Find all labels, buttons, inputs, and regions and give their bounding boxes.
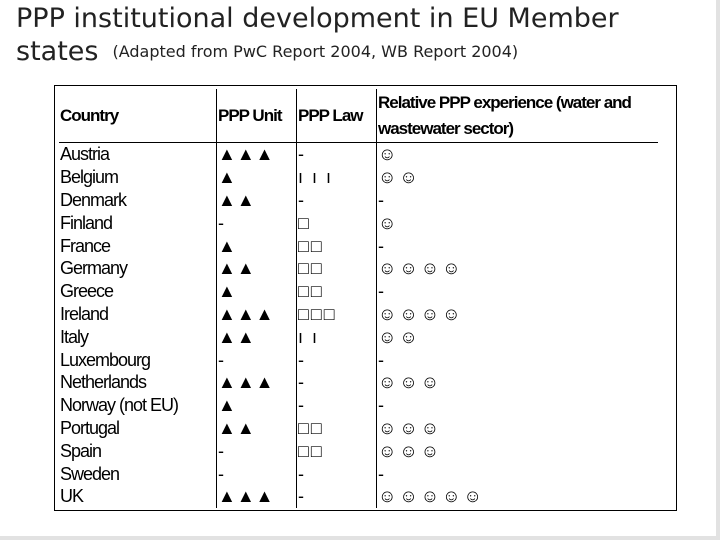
experience-cell: ☺☺☺☺ xyxy=(378,303,464,324)
table-row xyxy=(59,439,658,462)
ppp-unit-cell: - xyxy=(217,211,297,234)
ppp-table-box xyxy=(54,85,677,511)
table-row xyxy=(59,280,658,303)
ppp-unit-cell: ▲▲▲ xyxy=(217,485,297,508)
ppp-law-cell: - xyxy=(297,189,377,212)
header-country: Country xyxy=(59,89,217,143)
country-cell: Luxembourg xyxy=(59,348,217,371)
country-cell: Denmark xyxy=(59,189,217,212)
ppp-law-cell: - xyxy=(297,371,377,394)
experience-cell: - xyxy=(378,395,387,416)
table-row xyxy=(59,303,658,326)
table-row xyxy=(59,325,658,348)
table-row xyxy=(59,166,658,189)
title-line-2 xyxy=(16,36,706,68)
table-body xyxy=(59,143,658,508)
country-cell: Austria xyxy=(59,143,217,166)
ppp-law-cell: - xyxy=(297,462,377,485)
ppp-law-cell: □□ xyxy=(297,417,377,440)
ppp-unit-cell: ▲▲ xyxy=(217,257,297,280)
country-cell: Spain xyxy=(59,439,217,462)
ppp-law-cell: □□ xyxy=(297,234,377,257)
ppp-table xyxy=(59,89,658,508)
ppp-unit-cell: ▲▲▲ xyxy=(217,371,297,394)
country-cell: Germany xyxy=(59,257,217,280)
experience-cell: ☺ xyxy=(378,144,400,165)
header-ppp-unit: PPP Unit xyxy=(217,89,297,143)
ppp-law-cell: - xyxy=(297,348,377,371)
header-relative-experience: Relative PPP experience (water and wastewater sector) xyxy=(377,89,659,143)
experience-cell: ☺☺ xyxy=(378,326,421,347)
country-cell: Portugal xyxy=(59,417,217,440)
experience-cell: ☺☺☺☺ xyxy=(378,258,464,279)
experience-cell: ☺☺ xyxy=(378,167,421,188)
experience-cell: - xyxy=(378,463,387,484)
ppp-unit-cell: ▲▲▲ xyxy=(217,303,297,326)
ppp-unit-cell: ▲▲▲ xyxy=(217,143,297,166)
ppp-unit-cell: ▲ xyxy=(217,234,297,257)
experience-cell: - xyxy=(378,189,387,210)
experience-cell: - xyxy=(378,281,387,302)
country-cell: Ireland xyxy=(59,303,217,326)
ppp-unit-cell: - xyxy=(217,348,297,371)
table-row xyxy=(59,234,658,257)
country-cell: Sweden xyxy=(59,462,217,485)
experience-cell: - xyxy=(378,235,387,256)
country-cell: France xyxy=(59,234,217,257)
ppp-unit-cell: ▲ xyxy=(217,394,297,417)
title-source-note: (Adapted from PwC Report 2004, WB Report 2004) xyxy=(112,42,519,61)
table-row xyxy=(59,462,658,485)
ppp-law-cell: □□ xyxy=(297,439,377,462)
ppp-law-cell: □□ xyxy=(297,257,377,280)
ppp-unit-cell: ▲▲ xyxy=(217,417,297,440)
ppp-law-cell: ı ı ı xyxy=(297,166,377,189)
title-line-1: PPP institutional development in EU Member xyxy=(16,3,619,34)
country-cell: Norway (not EU) xyxy=(59,394,217,417)
table-row xyxy=(59,485,658,508)
experience-cell: ☺☺☺ xyxy=(378,372,443,393)
experience-cell: ☺ xyxy=(378,212,400,233)
country-cell: Italy xyxy=(59,325,217,348)
table-row xyxy=(59,257,658,280)
ppp-law-cell: - xyxy=(297,485,377,508)
country-cell: Belgium xyxy=(59,166,217,189)
ppp-law-cell: □□ xyxy=(297,280,377,303)
ppp-law-cell: - xyxy=(297,143,377,166)
country-cell: Netherlands xyxy=(59,371,217,394)
table-header-row xyxy=(59,89,658,143)
country-cell: Greece xyxy=(59,280,217,303)
table-row xyxy=(59,211,658,234)
experience-cell: ☺☺☺ xyxy=(378,417,443,438)
experience-cell: - xyxy=(378,349,387,370)
experience-cell: ☺☺☺ xyxy=(378,440,443,461)
table-row xyxy=(59,189,658,212)
ppp-unit-cell: ▲ xyxy=(217,166,297,189)
table-row xyxy=(59,348,658,371)
table-row xyxy=(59,371,658,394)
ppp-unit-cell: ▲▲ xyxy=(217,189,297,212)
ppp-law-cell: - xyxy=(297,394,377,417)
header-ppp-law: PPP Law xyxy=(297,89,377,143)
ppp-law-cell: □ xyxy=(297,211,377,234)
experience-cell: ☺☺☺☺☺ xyxy=(378,486,485,507)
ppp-unit-cell: ▲▲ xyxy=(217,325,297,348)
ppp-unit-cell: - xyxy=(217,439,297,462)
title-line-2-text: states xyxy=(16,36,99,67)
slide-title xyxy=(16,2,706,68)
table-row xyxy=(59,394,658,417)
ppp-law-cell: ı ı xyxy=(297,325,377,348)
country-cell: Finland xyxy=(59,211,217,234)
table-row xyxy=(59,417,658,440)
ppp-unit-cell: ▲ xyxy=(217,280,297,303)
table-row xyxy=(59,143,658,166)
ppp-law-cell: □□□ xyxy=(297,303,377,326)
ppp-unit-cell: - xyxy=(217,462,297,485)
country-cell: UK xyxy=(59,485,217,508)
